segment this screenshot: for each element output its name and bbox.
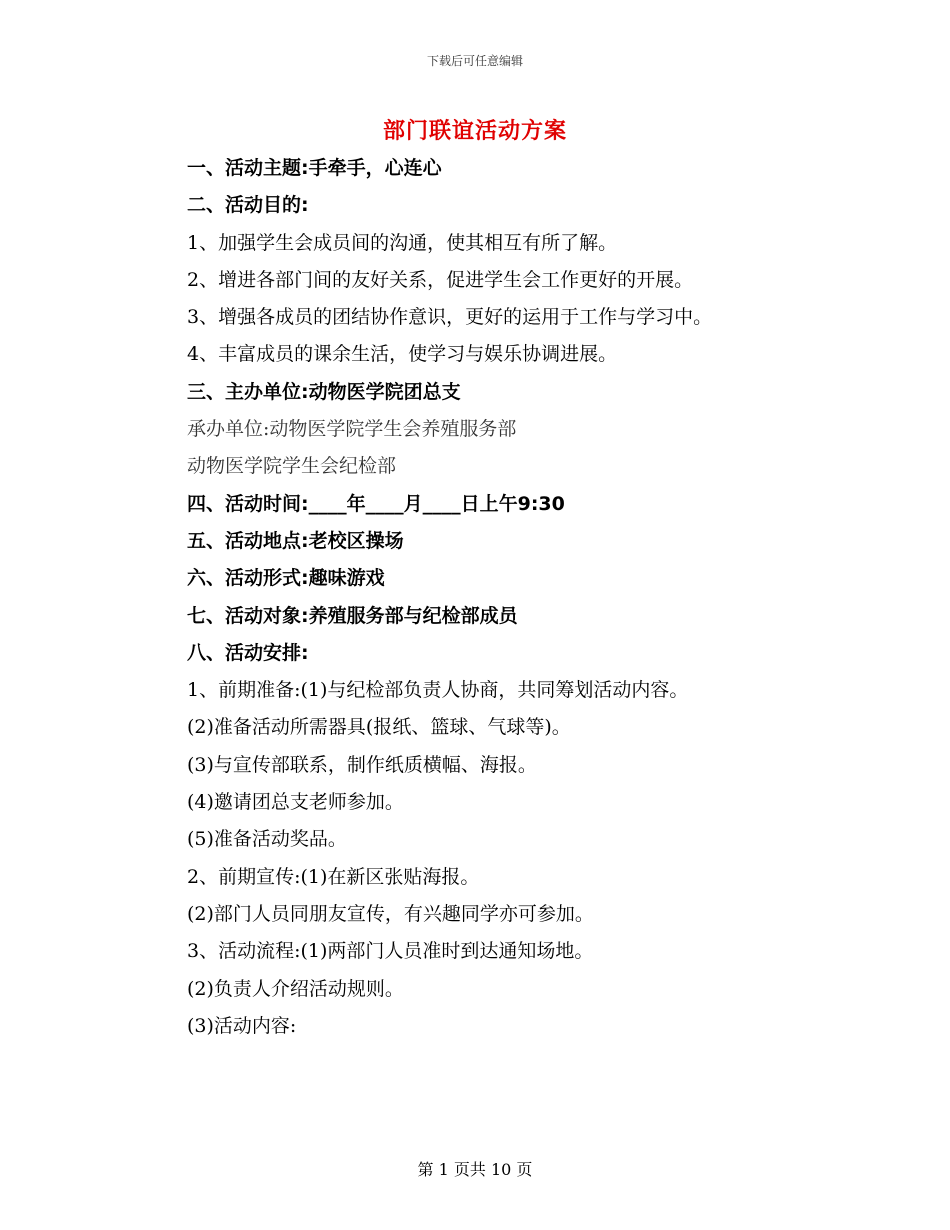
body-line: 承办单位:动物医学院学生会养殖服务部 <box>187 418 517 441</box>
body-line: 1、前期准备:(1)与纪检部负责人协商，共同筹划活动内容。 <box>187 679 689 702</box>
body-line: 一、活动主题:手牵手，心连心 <box>187 157 442 179</box>
body-line: 4、丰富成员的课余生活，使学习与娱乐协调进展。 <box>187 343 618 366</box>
body-line: 动物医学院学生会纪检部 <box>187 455 397 478</box>
document-title: 部门联谊活动方案 <box>382 119 567 144</box>
body-line: 五、活动地点:老校区操场 <box>187 529 404 552</box>
document-body <box>187 150 827 1045</box>
body-line: (4)邀请团总支老师参加。 <box>187 791 404 814</box>
body-line: 1、加强学生会成员间的沟通，使其相互有所了解。 <box>187 231 618 254</box>
body-line: (2)部门人员同朋友宣传，有兴趣同学亦可参加。 <box>187 902 594 925</box>
body-line: 八、活动安排: <box>187 641 309 664</box>
body-line: 三、主办单位:动物医学院团总支 <box>187 380 461 403</box>
body-line: 六、活动形式:趣味游戏 <box>187 567 385 590</box>
body-line: 二、活动目的: <box>187 194 309 217</box>
body-line: (2)准备活动所需器具(报纸、篮球、气球等)。 <box>187 716 571 739</box>
body-line: (5)准备活动奖品。 <box>187 828 347 851</box>
body-line: (2)负责人介绍活动规则。 <box>187 977 404 1000</box>
body-line: 四、活动时间:____年____月____日上午9:30 <box>187 492 565 515</box>
body-line: (3)与宣传部联系，制作纸质横幅、海报。 <box>187 753 537 776</box>
page-footer: 第 1 页共 10 页 <box>417 1160 533 1179</box>
body-line: 2、前期宣传:(1)在新区张贴海报。 <box>187 865 480 888</box>
page-header: 下载后可任意编辑 <box>426 54 523 68</box>
body-line: 3、活动流程:(1)两部门人员准时到达通知场地。 <box>187 940 594 963</box>
body-line: (3)活动内容: <box>187 1014 297 1037</box>
body-line: 2、增进各部门间的友好关系，促进学生会工作更好的开展。 <box>187 268 694 291</box>
body-line: 3、增强各成员的团结协作意识，更好的运用于工作与学习中。 <box>187 306 713 329</box>
body-line: 七、活动对象:养殖服务部与纪检部成员 <box>187 604 518 627</box>
